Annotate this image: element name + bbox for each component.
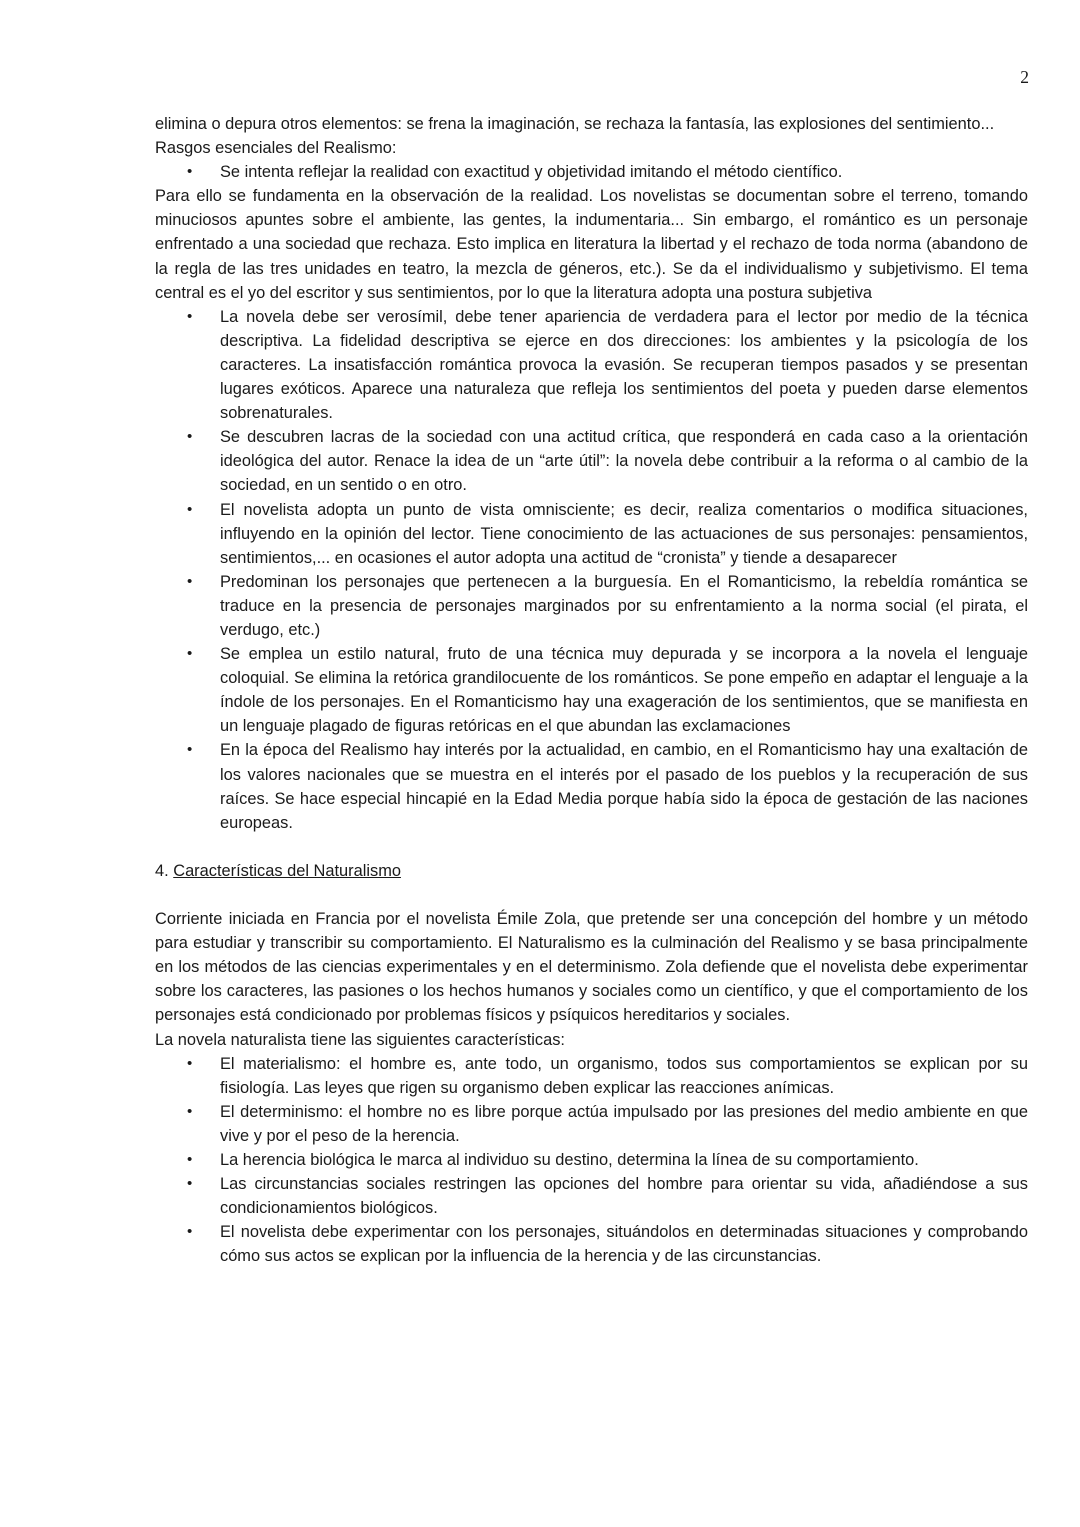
- list-item-text: Predominan los personajes que pertenecen a la burguesía. En el Romanticismo, la rebeldía romántica se traduce en la presencia de personajes marginados por su enfrentamiento a la norma social (el pirata, el verdugo, etc.): [220, 572, 1028, 639]
- list-item-text: Se intenta reflejar la realidad con exactitud y objetividad imitando el método científico.: [220, 163, 843, 182]
- list-item-text: Se emplea un estilo natural, fruto de una técnica muy depurada y se incorpora a la novela el lenguaje coloquial. Se elimina la retórica grandilocuente de los románticos. Se pone empeño en adaptar el lenguaje a la índole de los personajes. En el Romanticismo hay una exageración de los sentimientos, que se manifiesta en un lenguaje plagado de figuras retóricas en el que abundan las exclamaciones: [220, 645, 1028, 736]
- bullet-icon: •: [187, 741, 193, 759]
- list-item-text: El novelista debe experimentar con los personajes, situándolos en determinadas situaciones y comprobando cómo sus actos se explican por la influencia de la herencia y de las circunstancias.: [220, 1223, 1028, 1266]
- list-item-text: El novelista adopta un punto de vista omnisciente; es decir, realiza comentarios o modifica situaciones, influyendo en la opinión del lector. Tiene conocimiento de las actuaciones de sus personajes: pensamientos, sentimientos,... en ocasiones el autor adopta una actitud de “cronista” y tiende a desaparecer: [220, 500, 1028, 567]
- section-number: 4.: [155, 861, 169, 880]
- list-item: [187, 642, 1028, 738]
- realismo-bullet-list: [155, 305, 1028, 835]
- list-item: [187, 738, 1028, 834]
- list-item: [187, 425, 1028, 497]
- list-item-text: Las circunstancias sociales restringen las opciones del hombre para orientar su vida, añadiéndose a sus condicionamientos biológicos.: [220, 1175, 1028, 1218]
- naturalismo-bullet-list: [155, 1052, 1028, 1269]
- list-item: [187, 498, 1028, 570]
- realismo-explanation-paragraph: Para ello se fundamenta en la observación de la realidad. Los novelistas se documentan sobre el terreno, tomando minuciosos apuntes sobre el ambiente, las gentes, la indumentaria... Sin embargo, el romántico es un personaje enfrentado a una sociedad que rechaza. Esto implica en literatura la libertad y el rechazo de toda norma (abandono de la regla de las tres unidades en teatro, la mezcla de géneros, etc.). Se da el individualismo y subjetivismo. El tema central es el yo del escritor y sus sentimientos, por lo que la literatura adopta una postura subjetiva: [155, 187, 1028, 302]
- list-item: [187, 1148, 1028, 1172]
- bullet-icon: •: [187, 645, 193, 663]
- bullet-icon: •: [187, 1102, 193, 1120]
- bullet-icon: •: [187, 163, 193, 181]
- list-item: [187, 1100, 1028, 1148]
- list-item: [187, 1052, 1028, 1100]
- realismo-intro-paragraph: elimina o depura otros elementos: se frena la imaginación, se rechaza la fantasía, las explosiones del sentimiento...: [155, 115, 995, 133]
- document-body: [155, 112, 1028, 1269]
- list-item-text: El materialismo: el hombre es, ante todo, un organismo, todos sus comportamientos se explican por su fisiología. Las leyes que rigen su organismo deben explicar las reacciones anímicas.: [220, 1054, 1028, 1097]
- naturalismo-list-intro: La novela naturalista tiene las siguientes características:: [155, 1030, 565, 1049]
- realismo-first-bullet-list: [155, 160, 1028, 184]
- bullet-icon: •: [187, 428, 193, 446]
- list-item-text: El determinismo: el hombre no es libre porque actúa impulsado por las presiones del medio ambiente en que vive y por el peso de la herencia.: [220, 1102, 1028, 1145]
- list-item-text: La novela debe ser verosímil, debe tener apariencia de verdadera para el lector por medio de la técnica descriptiva. La fidelidad descriptiva se ejerce en dos direcciones: los ambientes y la psicología de los caracteres. La insatisfacción romántica provoca la evasión. Se recuperan tiempos pasados y se presentan lugares exóticos. Aparece una naturaleza que refleja los sentimientos del poeta y pueden darse elementos sobrenaturales.: [220, 307, 1028, 423]
- list-item-text: La herencia biológica le marca al individuo su destino, determina la línea de su comportamiento.: [220, 1151, 919, 1170]
- naturalismo-paragraph: Corriente iniciada en Francia por el novelista Émile Zola, que pretende ser una concepción del hombre y un método para estudiar y transcribir su comportamiento. El Naturalismo es la culminación del Realismo y se basa principalmente en los métodos de las ciencias experimentales y en el determinismo. Zola defiende que el novelista debe experimentar sobre los caracteres, las pasiones o los hechos humanos y sociales como un científico, y que el comportamiento de los personajes está condicionado por problemas físicos y psíquicos hereditarios y sociales.: [155, 910, 1028, 1025]
- list-item: [187, 1220, 1028, 1268]
- bullet-icon: •: [187, 500, 193, 518]
- section-heading: [155, 859, 1028, 883]
- bullet-icon: •: [187, 1223, 193, 1241]
- list-item: [187, 305, 1028, 425]
- list-item-text: Se descubren lacras de la sociedad con una actitud crítica, que responderá en cada caso a la orientación ideológica del autor. Renace la idea de un “arte útil”: la novela debe contribuir a la reforma o al cambio de la sociedad, en un sentido o en otro.: [220, 428, 1028, 495]
- section-title: Características del Naturalismo: [173, 861, 401, 880]
- bullet-icon: •: [187, 1054, 193, 1072]
- bullet-icon: •: [187, 572, 193, 590]
- list-item: [187, 160, 1028, 184]
- bullet-icon: •: [187, 1175, 193, 1193]
- page-number: 2: [1020, 67, 1029, 87]
- list-item: [187, 1172, 1028, 1220]
- realismo-subtitle: Rasgos esenciales del Realismo:: [155, 139, 397, 158]
- bullet-icon: •: [187, 1151, 193, 1169]
- bullet-icon: •: [187, 307, 193, 325]
- section-spacer: [155, 883, 1028, 907]
- section-spacer: [155, 835, 1028, 859]
- list-item: [187, 570, 1028, 642]
- list-item-text: En la época del Realismo hay interés por la actualidad, en cambio, en el Romanticismo hay una exaltación de los valores nacionales que se muestra en el interés por el pasado de los pueblos y la recuperación de sus raíces. Se hace especial hincapié en la Edad Media porque había sido la época de gestación de las naciones europeas.: [220, 741, 1028, 832]
